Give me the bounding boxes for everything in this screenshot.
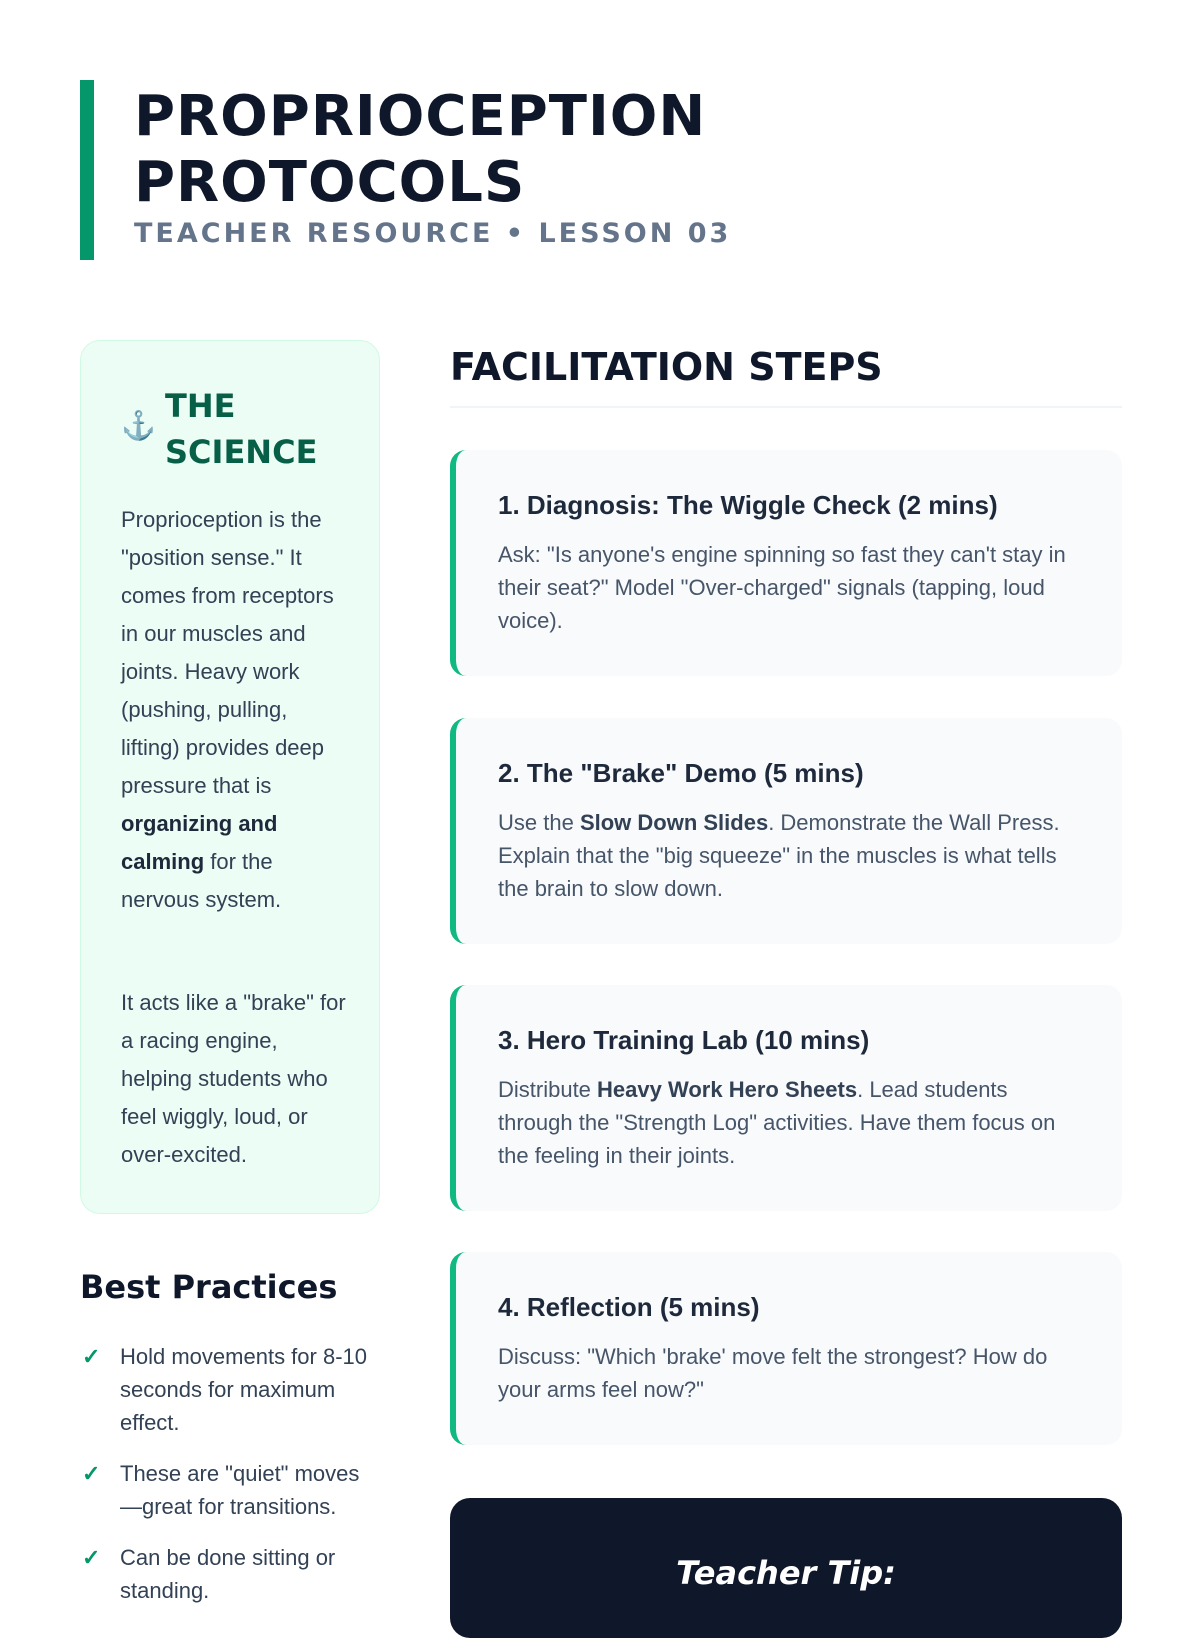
step-card-1 — [450, 450, 1122, 676]
step-description: Ask: "Is anyone's engine spinning so fast they can't stay in their seat?" Model "Over-charged" signals (tapping, loud voice). — [498, 542, 1066, 633]
best-practices-title: Best Practices — [80, 1268, 338, 1306]
step-desc-text-b: . Demonstrate the Wall Press. Explain that the "big squeeze" in the muscles is what tells the brain to slow down. — [498, 810, 1060, 901]
step-card-2 — [450, 718, 1122, 944]
teacher-tip-box — [450, 1498, 1122, 1638]
section-divider — [450, 406, 1122, 408]
best-practices-list — [80, 1340, 380, 1625]
science-title-line-2: SCIENCE — [165, 433, 318, 471]
step-title: 1. Diagnosis: The Wiggle Check (2 mins) — [498, 490, 998, 520]
anchor-icon: ⚓ — [121, 410, 156, 441]
step-desc-text-a: Use the — [498, 810, 580, 835]
science-p1-text-b: for the nervous system. — [121, 849, 282, 912]
page-header — [80, 80, 980, 260]
facilitation-steps-title: FACILITATION STEPS — [450, 345, 883, 389]
science-title — [165, 383, 317, 475]
header-accent-bar — [80, 80, 94, 260]
science-paragraph-1 — [121, 501, 349, 919]
science-p1-bold: organizing and calming — [121, 811, 278, 874]
step-desc-bold: Heavy Work Hero Sheets — [597, 1077, 858, 1102]
page-subtitle: TEACHER RESOURCE • LESSON 03 — [134, 218, 732, 249]
best-practice-text: Can be done sitting or standing. — [120, 1545, 336, 1603]
best-practice-item — [80, 1541, 380, 1607]
best-practice-item — [80, 1457, 380, 1523]
step-title: 3. Hero Training Lab (10 mins) — [498, 1025, 870, 1055]
step-title: 2. The "Brake" Demo (5 mins) — [498, 758, 864, 788]
science-panel — [80, 340, 380, 1214]
teacher-tip-title: Teacher Tip: — [676, 1554, 896, 1592]
best-practice-text: Hold movements for 8-10 seconds for maximum effect. — [120, 1344, 367, 1435]
check-icon: ✓ — [82, 1461, 101, 1486]
step-desc-text-a: Distribute — [498, 1077, 598, 1102]
step-card-3 — [450, 985, 1122, 1211]
best-practice-item — [80, 1340, 380, 1439]
step-description — [498, 806, 1088, 905]
science-title-line-1: THE — [165, 387, 236, 425]
check-icon: ✓ — [82, 1545, 101, 1570]
title-line-1: PROPRIOCEPTION — [134, 84, 707, 149]
check-icon: ✓ — [82, 1344, 101, 1369]
page-title — [134, 84, 706, 216]
step-title: 4. Reflection (5 mins) — [498, 1292, 760, 1322]
step-desc-text-b: . Lead students through the "Strength Log" activities. Have them focus on the feeling in their joints. — [498, 1077, 1056, 1168]
title-line-2: PROTOCOLS — [134, 150, 526, 215]
science-paragraph-2: It acts like a "brake" for a racing engine, helping students who feel wiggly, loud, or over-excited. — [121, 990, 346, 1167]
step-desc-bold: Slow Down Slides — [579, 810, 769, 835]
science-p1-text-a: Proprioception is the "position sense." It comes from receptors in our muscles and joints. Heavy work (pushing, pulling, lifting) provides deep pressure that is — [121, 507, 334, 798]
best-practice-text: These are "quiet" moves—great for transitions. — [120, 1461, 360, 1519]
step-card-4 — [450, 1252, 1122, 1445]
step-description — [498, 1073, 1088, 1172]
step-description: Discuss: "Which 'brake' move felt the strongest? How do your arms feel now?" — [498, 1344, 1048, 1402]
